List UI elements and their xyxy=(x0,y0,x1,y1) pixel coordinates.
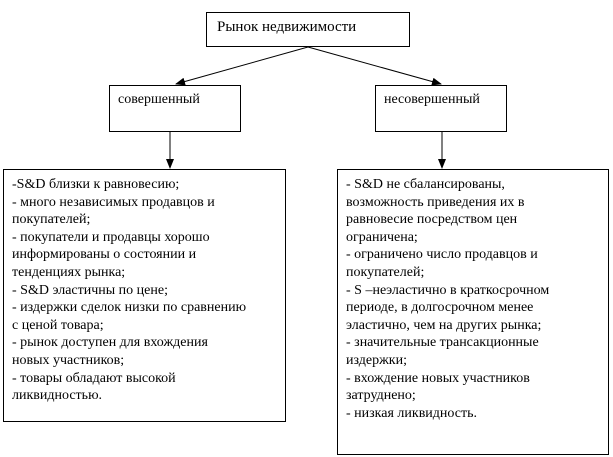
list-item: покупателей; xyxy=(346,264,425,280)
root-node-real-estate-market xyxy=(206,12,410,47)
list-item: возможность приведения их в xyxy=(346,194,525,210)
list-item: -S&D близки к равновесию; xyxy=(12,177,180,192)
list-item: затруднено; xyxy=(346,388,416,404)
list-item: - рынок доступен для вхождения xyxy=(12,335,208,351)
list-item: - товары обладают высокой xyxy=(12,370,176,386)
node-perfect-label: совершенный xyxy=(118,92,200,107)
list-item: с ценой товара; xyxy=(12,317,104,333)
list-item: - S&D эластичны по цене; xyxy=(12,282,168,298)
list-item: периоде, в долгосрочном менее xyxy=(346,300,534,316)
arrow-root-to-imperfect xyxy=(308,47,441,84)
root-node-label: Рынок недвижимости xyxy=(217,19,357,35)
list-item: ограничена; xyxy=(346,229,418,245)
list-item: эластично, чем на других рынка; xyxy=(346,317,542,333)
arrow-root-to-perfect xyxy=(176,47,308,84)
perfect-market-characteristics xyxy=(3,169,286,422)
node-imperfect-label: несовершенный xyxy=(384,92,480,107)
imperfect-market-characteristics xyxy=(337,169,609,455)
list-item: - ограничено число продавцов и xyxy=(346,247,538,263)
list-item: - S&D не сбалансированы, xyxy=(346,177,505,192)
list-item: - S –неэластично в краткосрочном xyxy=(346,282,550,298)
list-item: - много независимых продавцов и xyxy=(12,194,215,210)
list-item: - покупатели и продавцы хорошо xyxy=(12,229,210,245)
list-item: - низкая ликвидность. xyxy=(346,405,477,421)
list-item: тенденциях рынка; xyxy=(12,264,126,280)
list-item: равновесие посредством цен xyxy=(346,212,518,228)
list-item: новых участников; xyxy=(12,352,125,368)
node-perfect-market xyxy=(109,85,241,132)
list-item: - вхождение новых участников xyxy=(346,370,530,386)
list-item: - издержки сделок низки по сравнению xyxy=(12,300,247,316)
node-imperfect-market xyxy=(375,85,507,132)
list-item: покупателей; xyxy=(12,212,91,228)
list-item: информированы о состоянии и xyxy=(12,247,197,263)
list-item: издержки; xyxy=(346,352,407,368)
list-item: - значительные трансакционные xyxy=(346,335,539,351)
list-item: ликвидностью. xyxy=(12,388,103,404)
